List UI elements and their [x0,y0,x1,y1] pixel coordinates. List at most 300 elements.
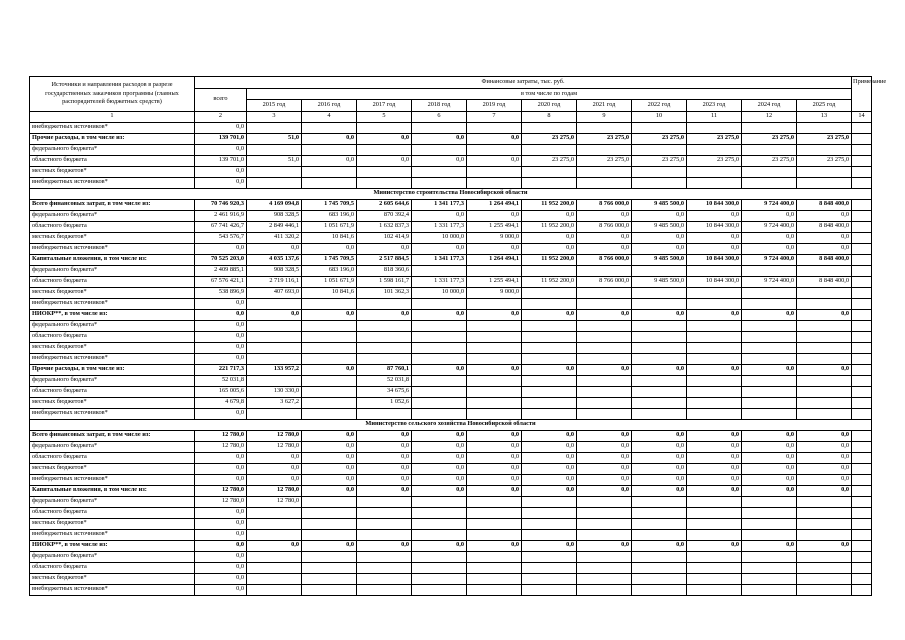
year-value-cell [302,177,357,188]
year-value-cell [412,408,467,419]
table-row [30,463,872,474]
note-cell [852,408,872,419]
year-value-cell: 10 844 300,0 [687,221,742,232]
year-value-cell [412,397,467,408]
row-label: Прочие расходы, в том числе из: [30,364,195,375]
year-value-cell [357,331,412,342]
year-value-cell [522,177,577,188]
year-value-cell [412,166,467,177]
note-cell [852,485,872,496]
year-value-cell [797,353,852,364]
year-value-cell: 1 341 177,3 [412,199,467,210]
year-value-cell [742,298,797,309]
table-row [30,276,872,287]
year-value-cell: 0,0 [577,232,632,243]
year-value-cell: 0,0 [577,364,632,375]
year-value-cell [742,320,797,331]
table-row [30,408,872,419]
year-value-cell [577,397,632,408]
year-value-cell [302,122,357,133]
table-row [30,573,872,584]
year-value-cell: 8 848 400,0 [797,199,852,210]
note-cell [852,529,872,540]
year-value-cell: 0,0 [412,210,467,221]
year-value-cell: 23 275,0 [632,155,687,166]
year-value-cell [742,529,797,540]
year-value-cell [687,562,742,573]
year-value-cell [742,331,797,342]
year-value-cell: 9 000,0 [467,287,522,298]
year-value-cell [797,386,852,397]
year-value-cell: 0,0 [742,243,797,254]
year-value-cell: 0,0 [797,485,852,496]
year-value-cell [577,320,632,331]
year-value-cell: 10 844 300,0 [687,254,742,265]
year-value-cell [247,529,302,540]
total-value-cell: 0,0 [195,584,247,595]
table-row [30,254,872,265]
year-value-cell: 23 275,0 [797,133,852,144]
year-value-cell: 0,0 [797,474,852,485]
year-value-cell [412,375,467,386]
total-value-cell: 0,0 [195,331,247,342]
year-value-cell [522,265,577,276]
year-value-cell: 0,0 [522,463,577,474]
year-value-cell: 0,0 [632,463,687,474]
year-value-cell: 0,0 [357,243,412,254]
total-value-cell: 0,0 [195,463,247,474]
year-value-cell: 9 724 400,0 [742,199,797,210]
header-source-cell: Источники и направления расходов в разрезе государственных заказчиков программы (главных распорядителей бюджетных средств) [30,77,195,112]
year-value-cell: 1 052,6 [357,397,412,408]
table-row [30,353,872,364]
total-value-cell: 67 576 421,1 [195,276,247,287]
table-row [30,562,872,573]
year-value-cell: 23 275,0 [577,133,632,144]
year-value-cell: 10 841,6 [302,232,357,243]
year-value-cell [522,551,577,562]
year-value-cell: 12 780,0 [247,441,302,452]
year-value-cell [247,408,302,419]
year-value-cell [742,166,797,177]
row-label: местных бюджетов* [30,463,195,474]
year-value-cell: 908 328,5 [247,265,302,276]
year-value-cell [632,166,687,177]
header-year-cell: 2023 год [687,100,742,112]
year-value-cell: 0,0 [357,452,412,463]
row-label: Капитальные вложения, в том числе из: [30,485,195,496]
year-value-cell [467,144,522,155]
total-value-cell: 0,0 [195,518,247,529]
year-value-cell: 683 196,0 [302,210,357,221]
year-value-cell: 0,0 [742,430,797,441]
total-value-cell: 70 746 920,3 [195,199,247,210]
row-label: внебюджетных источников* [30,584,195,595]
year-value-cell [467,386,522,397]
year-value-cell: 0,0 [467,155,522,166]
year-value-cell: 1 598 161,7 [357,276,412,287]
header-year-cell: 2019 год [467,100,522,112]
year-value-cell [467,177,522,188]
year-value-cell [632,573,687,584]
table-row [30,430,872,441]
year-value-cell [632,342,687,353]
row-label: федерального бюджета* [30,320,195,331]
year-value-cell: 1 255 494,1 [467,221,522,232]
year-value-cell: 8 848 400,0 [797,276,852,287]
year-value-cell [577,507,632,518]
year-value-cell [302,496,357,507]
year-value-cell: 0,0 [632,474,687,485]
year-value-cell [632,122,687,133]
row-label: областного бюджета [30,331,195,342]
note-cell [852,298,872,309]
year-value-cell [247,122,302,133]
year-value-cell: 407 693,0 [247,287,302,298]
row-label: областного бюджета [30,386,195,397]
table-row [30,298,872,309]
year-value-cell [467,342,522,353]
year-value-cell [797,265,852,276]
row-label: внебюджетных источников* [30,353,195,364]
column-number-cell: 9 [577,111,632,122]
year-value-cell [467,320,522,331]
year-value-cell [742,287,797,298]
year-value-cell: 102 414,9 [357,232,412,243]
row-label: областного бюджета [30,452,195,463]
year-value-cell [742,397,797,408]
year-value-cell [687,507,742,518]
year-value-cell: 0,0 [577,474,632,485]
year-value-cell [797,320,852,331]
year-value-cell [687,397,742,408]
table-row [30,386,872,397]
total-value-cell: 0,0 [195,562,247,573]
table-row [30,320,872,331]
year-value-cell [302,584,357,595]
year-value-cell [577,144,632,155]
year-value-cell [302,573,357,584]
section-row [30,188,872,199]
year-value-cell: 0,0 [247,452,302,463]
year-value-cell [522,562,577,573]
note-cell [852,243,872,254]
year-value-cell [742,562,797,573]
note-cell [852,474,872,485]
total-value-cell: 0,0 [195,177,247,188]
year-value-cell [797,144,852,155]
year-value-cell [522,342,577,353]
year-value-cell: 411 320,2 [247,232,302,243]
header-year-cell: 2016 год [302,100,357,112]
year-value-cell: 52 031,8 [357,375,412,386]
year-value-cell [467,551,522,562]
year-value-cell: 0,0 [632,364,687,375]
year-value-cell: 0,0 [577,452,632,463]
year-value-cell [577,529,632,540]
row-label: Всего финансовых затрат, в том числе из: [30,199,195,210]
year-value-cell: 0,0 [577,540,632,551]
year-value-cell: 23 275,0 [742,133,797,144]
year-value-cell [412,144,467,155]
year-value-cell [797,166,852,177]
table-row [30,177,872,188]
year-value-cell [742,551,797,562]
year-value-cell [742,375,797,386]
year-value-cell: 0,0 [357,133,412,144]
row-label: внебюджетных источников* [30,474,195,485]
year-value-cell: 0,0 [632,210,687,221]
note-cell [852,155,872,166]
header-year-cell: 2021 год [577,100,632,112]
year-value-cell [742,507,797,518]
year-value-cell: 0,0 [522,540,577,551]
note-cell [852,133,872,144]
year-value-cell [742,518,797,529]
year-value-cell: 0,0 [357,485,412,496]
total-value-cell: 12 780,0 [195,485,247,496]
year-value-cell: 0,0 [742,485,797,496]
year-value-cell: 0,0 [467,430,522,441]
total-value-cell: 543 576,7 [195,232,247,243]
year-value-cell: 1 264 494,1 [467,254,522,265]
year-value-cell [412,320,467,331]
table-row [30,144,872,155]
column-number-cell: 10 [632,111,687,122]
year-value-cell [302,375,357,386]
year-value-cell [302,562,357,573]
year-value-cell [467,529,522,540]
row-label: местных бюджетов* [30,232,195,243]
year-value-cell: 0,0 [797,210,852,221]
year-value-cell: 8 766 000,0 [577,221,632,232]
year-value-cell: 23 275,0 [687,155,742,166]
year-value-cell [357,551,412,562]
year-value-cell: 0,0 [687,364,742,375]
year-value-cell [632,584,687,595]
year-value-cell [412,331,467,342]
year-value-cell [577,342,632,353]
year-value-cell [357,408,412,419]
total-value-cell: 0,0 [195,474,247,485]
year-value-cell [467,331,522,342]
year-value-cell: 0,0 [742,210,797,221]
year-value-cell: 23 275,0 [522,155,577,166]
table-row [30,265,872,276]
year-value-cell [687,144,742,155]
year-value-cell: 10 844 300,0 [687,276,742,287]
row-label: областного бюджета [30,507,195,518]
year-value-cell: 0,0 [522,430,577,441]
year-value-cell: 1 745 709,5 [302,199,357,210]
year-value-cell [632,518,687,529]
header-year-cell: 2017 год [357,100,412,112]
year-value-cell [687,331,742,342]
total-value-cell: 12 780,0 [195,496,247,507]
year-value-cell [522,287,577,298]
year-value-cell: 0,0 [742,463,797,474]
header-years-group-cell: в том числе по годам [247,88,852,100]
year-value-cell: 0,0 [412,452,467,463]
year-value-cell [632,408,687,419]
row-label: федерального бюджета* [30,265,195,276]
year-value-cell [467,353,522,364]
year-value-cell: 23 275,0 [797,155,852,166]
note-cell [852,144,872,155]
year-value-cell [632,386,687,397]
year-value-cell [357,496,412,507]
year-value-cell [577,573,632,584]
year-value-cell [467,397,522,408]
year-value-cell [302,507,357,518]
header-year-cell: 2015 год [247,100,302,112]
row-label: федерального бюджета* [30,144,195,155]
year-value-cell [687,342,742,353]
column-number-cell: 14 [852,111,872,122]
total-value-cell: 52 031,8 [195,375,247,386]
year-value-cell: 0,0 [357,540,412,551]
year-value-cell [577,287,632,298]
year-value-cell [632,331,687,342]
year-value-cell: 11 952 200,0 [522,254,577,265]
year-value-cell: 1 331 177,3 [412,221,467,232]
total-value-cell: 12 780,0 [195,430,247,441]
year-value-cell: 11 952 200,0 [522,276,577,287]
year-value-cell: 0,0 [687,485,742,496]
header-year-cell: 2022 год [632,100,687,112]
year-value-cell: 2 849 446,1 [247,221,302,232]
year-value-cell: 51,0 [247,155,302,166]
year-value-cell [302,331,357,342]
total-value-cell: 0,0 [195,166,247,177]
table-row [30,540,872,551]
year-value-cell [632,287,687,298]
table-row [30,452,872,463]
year-value-cell: 0,0 [797,540,852,551]
table-row [30,485,872,496]
year-value-cell: 0,0 [412,133,467,144]
year-value-cell [632,177,687,188]
row-label: местных бюджетов* [30,342,195,353]
note-cell [852,166,872,177]
year-value-cell [632,397,687,408]
year-value-cell [577,551,632,562]
total-value-cell: 139 701,0 [195,155,247,166]
year-value-cell: 0,0 [247,474,302,485]
year-value-cell: 0,0 [687,232,742,243]
table-row [30,529,872,540]
year-value-cell: 9 724 400,0 [742,221,797,232]
year-value-cell: 9 485 500,0 [632,276,687,287]
year-value-cell: 0,0 [687,210,742,221]
year-value-cell [302,397,357,408]
total-value-cell: 0,0 [195,551,247,562]
year-value-cell [632,320,687,331]
year-value-cell: 0,0 [797,463,852,474]
year-value-cell: 0,0 [302,155,357,166]
total-value-cell: 538 896,9 [195,287,247,298]
year-value-cell: 0,0 [247,243,302,254]
table-row [30,364,872,375]
document-page [29,76,887,596]
year-value-cell [302,386,357,397]
column-number-cell: 1 [30,111,195,122]
year-value-cell [687,177,742,188]
year-value-cell [687,166,742,177]
year-value-cell [797,507,852,518]
year-value-cell: 0,0 [522,309,577,320]
year-value-cell: 0,0 [467,309,522,320]
column-number-cell: 8 [522,111,577,122]
year-value-cell [687,265,742,276]
year-value-cell [357,144,412,155]
year-value-cell [522,584,577,595]
year-value-cell: 818 360,6 [357,265,412,276]
year-value-cell [412,529,467,540]
year-value-cell: 0,0 [467,243,522,254]
total-value-cell: 0,0 [195,408,247,419]
note-cell [852,122,872,133]
total-value-cell: 0,0 [195,309,247,320]
total-value-cell: 2 409 885,1 [195,265,247,276]
year-value-cell [247,298,302,309]
year-value-cell [357,320,412,331]
year-value-cell: 2 517 884,5 [357,254,412,265]
column-number-cell: 5 [357,111,412,122]
year-value-cell: 0,0 [742,452,797,463]
year-value-cell: 0,0 [797,364,852,375]
year-value-cell: 9 000,0 [467,232,522,243]
year-value-cell: 0,0 [357,474,412,485]
year-value-cell: 0,0 [412,441,467,452]
note-cell [852,540,872,551]
year-value-cell [797,287,852,298]
note-cell [852,397,872,408]
column-number-cell: 12 [742,111,797,122]
year-value-cell [247,584,302,595]
total-value-cell: 12 780,0 [195,441,247,452]
total-value-cell: 0,0 [195,507,247,518]
year-value-cell [357,562,412,573]
year-value-cell: 1 255 494,1 [467,276,522,287]
year-value-cell [632,562,687,573]
year-value-cell: 10 000,0 [412,287,467,298]
year-value-cell: 0,0 [302,540,357,551]
note-cell [852,496,872,507]
year-value-cell [247,331,302,342]
year-value-cell: 0,0 [632,485,687,496]
year-value-cell [302,353,357,364]
table-row [30,133,872,144]
total-value-cell: 0,0 [195,320,247,331]
year-value-cell [522,144,577,155]
year-value-cell [522,375,577,386]
year-value-cell: 9 724 400,0 [742,254,797,265]
header-row-1 [30,77,872,89]
total-value-cell: 0,0 [195,144,247,155]
note-cell [852,452,872,463]
table-row [30,507,872,518]
year-value-cell [797,375,852,386]
year-value-cell [522,331,577,342]
year-value-cell [797,408,852,419]
year-value-cell: 0,0 [357,430,412,441]
table-row [30,232,872,243]
total-value-cell: 0,0 [195,573,247,584]
year-value-cell [742,386,797,397]
year-value-cell [742,122,797,133]
year-value-cell [632,265,687,276]
